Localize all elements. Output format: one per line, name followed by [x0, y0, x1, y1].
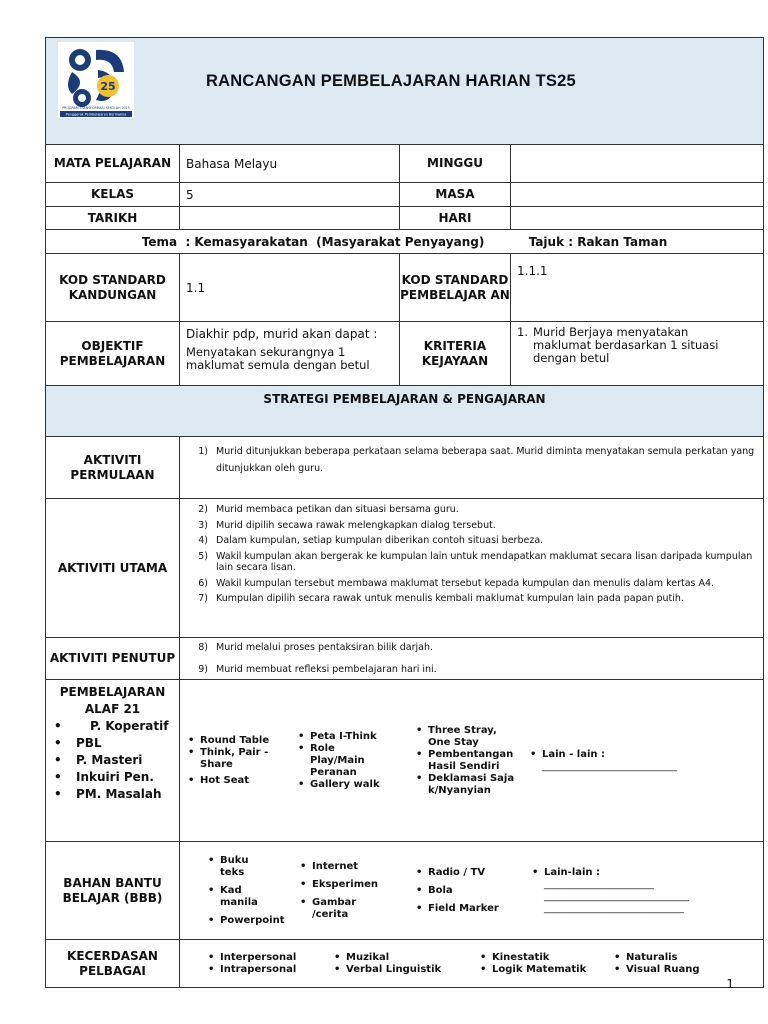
- lain-lain-line: ___________________________: [542, 760, 677, 772]
- list-item: 6) Wakil kumpulan tersebut membawa maklumat tersebut kepada kumpulan dan menulis dalam kertas A4.: [198, 577, 715, 589]
- list-item: 7) Kumpulan dipilih secara rawak untuk menulis kembali maklumat kumpulan lain pada papan putih.: [198, 593, 684, 604]
- list-item: • Field Marker: [414, 903, 530, 915]
- list-item: • Role Play/Main Peranan: [296, 743, 414, 779]
- list-item: 8) Murid melalui proses pentaksiran bilik darjah.: [198, 642, 434, 653]
- list-item: • Powerpoint: [206, 915, 298, 927]
- bbb-label: BAHAN BANTU BELAJAR (BBB): [46, 842, 180, 940]
- logo-number: 25: [100, 80, 116, 93]
- tema-row: [46, 230, 764, 254]
- header-banner: [46, 38, 764, 145]
- list-item: • Interpersonal: [206, 952, 332, 964]
- list-item: • Gallery walk: [296, 779, 414, 791]
- kod-standard-pembelajaran-label: KOD STANDARD PEMBELAJAR AN: [400, 254, 511, 322]
- page-title: RANCANGAN PEMBELAJARAN HARIAN TS25: [206, 72, 576, 90]
- lain-lain-label: Lain - lain :: [542, 748, 605, 760]
- list-item: 5) Wakil kumpulan akan bergerak ke kumpulan lain untuk mendapatkan maklumat secara lisan daripada kumpulan lain secara lisan.: [198, 550, 753, 573]
- mata-pelajaran-label: MATA PELAJARAN: [46, 145, 180, 183]
- masa-value: [511, 183, 764, 207]
- bbb-lain-lain-line: ____________________________: [544, 902, 684, 914]
- list-item: 3) Murid dipilih secawa rawak melengkapkan dialog tersebut.: [198, 519, 496, 531]
- kod-standard-kandungan-label: KOD STANDARD KANDUNGAN: [46, 254, 180, 322]
- list-item: • Three Stray, One Stay: [414, 725, 528, 749]
- objektif-text: Menyatakan sekurangnya 1 maklumat semula dengan betul: [186, 345, 370, 372]
- list-item: • PM. Masalah: [46, 786, 179, 803]
- list-item: • Visual Ruang: [612, 964, 712, 976]
- mata-pelajaran-value: Bahasa Melayu: [180, 145, 400, 183]
- minggu-value: [511, 145, 764, 183]
- list-item: • Eksperimen: [298, 879, 414, 891]
- hari-value: [511, 207, 764, 230]
- bbb-lain-lain-line: _____________________________: [544, 890, 689, 902]
- page-number: 1: [726, 977, 734, 991]
- bbb-options: [180, 842, 764, 940]
- list-item: • Hot Seat: [186, 775, 296, 787]
- list-item: 1) Murid ditunjukkan beberapa perkataan selama beberapa saat. Murid diminta menyatakan semula perkatan yang ditunjukkan oleh guru.: [198, 446, 755, 474]
- list-item: • P. Masteri: [46, 752, 179, 769]
- kelas-label: KELAS: [46, 183, 180, 207]
- list-item: • Deklamasi Sajak/Nyanyian: [414, 773, 528, 797]
- kriteria-kejayaan-cell: [511, 322, 764, 386]
- aktiviti-utama-label: AKTIVITI UTAMA: [46, 499, 180, 638]
- tarikh-value: [180, 207, 400, 230]
- list-item: • Pembentangan Hasil Sendiri: [414, 749, 528, 773]
- logo-caption-2: Penggerak Pembelajaran Bermakna: [65, 112, 127, 117]
- tajuk-text: Tajuk : Rakan Taman: [528, 234, 668, 249]
- kriteria-num: 1.: [517, 325, 528, 339]
- tarikh-label: TARIKH: [46, 207, 180, 230]
- masa-label: MASA: [400, 183, 511, 207]
- bbb-lain-lain-label: Lain-lain :: [544, 866, 601, 878]
- rph-table: [45, 37, 764, 988]
- kecerdasan-options: [180, 940, 764, 988]
- list-item: • Inkuiri Pen.: [46, 769, 179, 786]
- aktiviti-permulaan-content: [180, 437, 764, 499]
- list-item: • Naturalis: [612, 952, 712, 964]
- list-item: • Peta I-Think: [296, 731, 414, 743]
- list-item: [528, 749, 718, 773]
- list-item: • PBL: [46, 735, 179, 752]
- aktiviti-utama-content: [180, 499, 764, 638]
- aktiviti-permulaan-label: AKTIVITI PERMULAAN: [46, 437, 180, 499]
- list-item: • Kad manila: [206, 885, 298, 909]
- logo-caption-1: PROGRAM TRANSFORMASI SEKOLAH 2025: [62, 106, 130, 110]
- objektif-cell: [180, 322, 400, 386]
- list-item: • Kinestatik: [478, 952, 612, 964]
- pab21-options: [180, 680, 764, 842]
- kod-standard-kandungan-value: 1.1: [180, 254, 400, 322]
- list-item: • Muzikal: [332, 952, 478, 964]
- ts25-logo: [58, 42, 134, 118]
- list-item: 4) Dalam kumpulan, setiap kumpulan diberikan contoh situasi berbeza.: [198, 535, 544, 546]
- list-item: • Bola: [414, 885, 530, 897]
- list-item: • Internet: [298, 861, 414, 873]
- list-item: • Buku teks: [206, 855, 298, 879]
- objektif-intro: Diakhir pdp, murid akan dapat :: [186, 327, 378, 341]
- list-item: • Logik Matematik: [478, 964, 612, 976]
- list-item: 2) Murid membaca petikan dan situasi bersama guru.: [198, 504, 459, 515]
- pab21-cell: [46, 680, 180, 842]
- aktiviti-penutup-label: AKTIVITI PENUTUP: [46, 638, 180, 680]
- bbb-lain-lain-line: ______________________: [544, 878, 654, 890]
- objektif-label: OBJEKTIF PEMBELAJARAN: [46, 322, 180, 386]
- list-item: • Think, Pair - Share: [186, 747, 296, 771]
- aktiviti-penutup-content: [180, 638, 764, 680]
- list-item: • Round Table: [186, 735, 296, 747]
- list-item: • Radio / TV: [414, 867, 530, 879]
- list-item: 9) Murid membuat refleksi pembelajaran hari ini.: [198, 663, 437, 675]
- hari-label: HARI: [400, 207, 511, 230]
- tema-text: Tema : Kemasyarakatan (Masyarakat Penyayang): [141, 234, 485, 249]
- kriteria-kejayaan-label: KRITERIA KEJAYAAN: [400, 322, 511, 386]
- pab21-label: PEMBELAJARAN ALAF 21: [59, 685, 166, 716]
- list-item: • P. Koperatif: [46, 718, 179, 735]
- kecerdasan-label: KECERDASAN PELBAGAI: [46, 940, 180, 988]
- list-item: • Verbal Linguistik: [332, 964, 478, 976]
- kriteria-text: Murid Berjaya menyatakan maklumat berdasarkan 1 situasi dengan betul: [533, 325, 719, 365]
- list-item: [530, 867, 720, 915]
- list-item: • Intrapersonal: [206, 964, 332, 976]
- kod-standard-pembelajaran-value: 1.1.1: [511, 254, 764, 322]
- kelas-value: 5: [180, 183, 400, 207]
- list-item: • Gambar /cerita: [298, 897, 414, 921]
- strategi-title: STRATEGI PEMBELAJARAN & PENGAJARAN: [46, 386, 764, 437]
- minggu-label: MINGGU: [400, 145, 511, 183]
